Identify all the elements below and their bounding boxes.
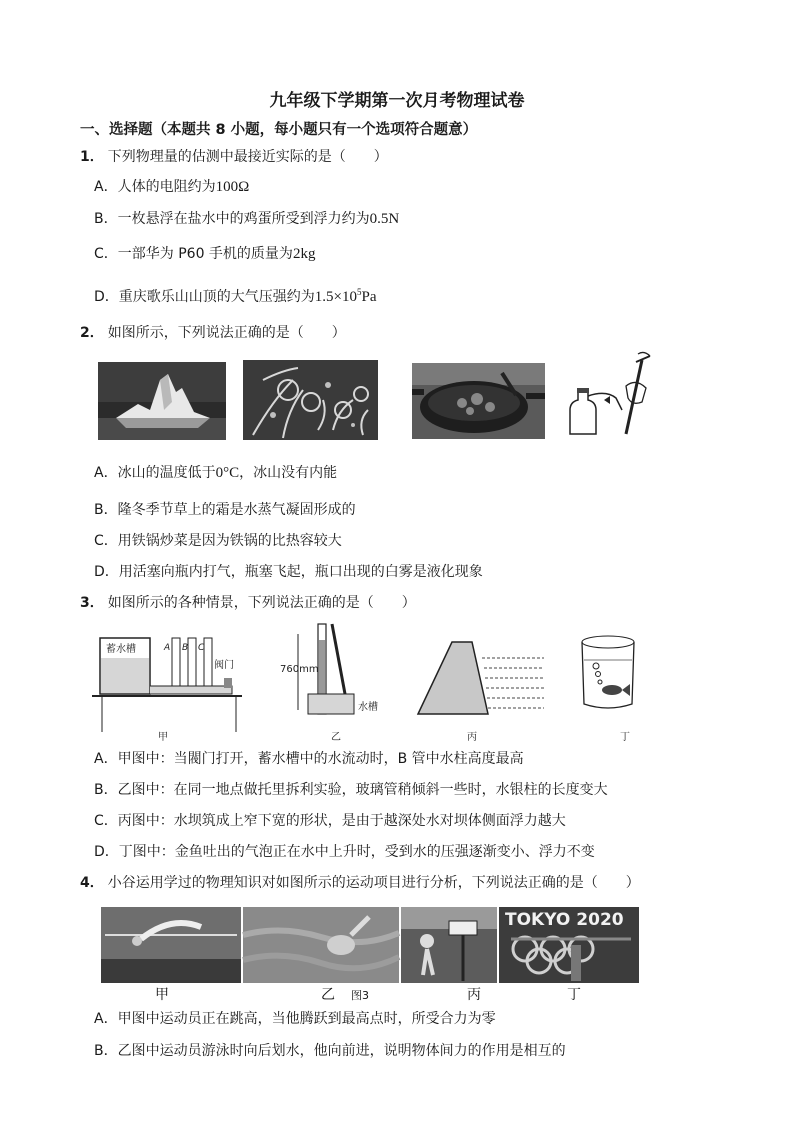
q2-option-c[interactable]: C．用铁锅炒菜是因为铁锅的比热容较大 [94,533,342,549]
frost-grass-photo [243,360,378,440]
q3-option-d[interactable]: D．丁图中：金鱼吐出的气泡正在水中上升时，受到水的压强逐渐变小、浮力不变 [94,844,595,860]
q2-option-a[interactable] [94,462,337,482]
question-number: 2． [80,325,104,341]
fig-label-bing: 丙 [467,732,477,743]
question-stem: 下列物理量的估测中最接近实际的是（ ） [107,149,388,165]
connected-vessels-figure [92,628,252,738]
q3-option-c[interactable]: C．丙图中：水坝筑成上窄下宽的形状，是由于越深处水对坝体侧面浮力越大 [94,813,566,829]
svg-text:C: C [198,643,205,653]
option-text: ，冰山没有内能 [239,465,338,481]
q1-option-a[interactable] [94,176,249,196]
fish-bowl-figure [578,632,638,712]
question-number: 3． [80,595,104,611]
dam-figure [410,636,546,716]
q3-option-b[interactable]: B．乙图中：在同一地点做托里拆利实验，玻璃管稍倾斜一些时，水银柱的长度变大 [94,782,608,798]
svg-text:乙: 乙 [321,987,335,1001]
page-title: 九年级下学期第一次月考物理试卷 [269,91,525,111]
iceberg-photo [98,362,226,440]
option-value: $1.5\times 10^5Pa$ [314,287,377,305]
question-number: 1． [80,149,104,165]
question-3 [80,592,416,612]
question-1 [80,146,388,166]
question-stem: 如图所示，下列说法正确的是（ ） [107,325,346,341]
question-number: 4． [80,875,104,891]
sports-photo-strip [101,905,639,1001]
fig-label-yi: 乙 [331,732,341,743]
section-heading: 一、选择题（本题共 8 小题，每小题只有一个选项符合题意） [80,122,478,138]
svg-text:水槽: 水槽 [358,702,378,713]
question-stem: 如图所示的各种情景，下列说法正确的是（ ） [107,595,416,611]
option-text: A．人体的电阻约为 [94,179,216,195]
option-text: A．冰山的温度低于 [94,465,216,481]
q1-option-b[interactable] [94,208,399,228]
pump-bottle-diagram [566,350,656,442]
svg-text:TOKYO 2020: TOKYO 2020 [505,910,624,930]
svg-text:丙: 丙 [467,987,481,1001]
option-value: 0°C [215,465,240,481]
option-value: 2kg [292,246,316,262]
option-text: D．重庆歌乐山山顶的大气压强约为 [94,289,315,305]
q4-option-a[interactable]: A．甲图中运动员正在跳高，当他腾跃到最高点时，所受合力为零 [94,1011,496,1027]
q4-option-b[interactable]: B．乙图中运动员游泳时向后划水，他向前进，说明物体间力的作用是相互的 [94,1043,566,1059]
q1-option-d[interactable] [94,286,377,306]
fig-label-jia: 甲 [158,732,168,743]
svg-text:图3: 图3 [351,989,369,1001]
question-stem: 小谷运用学过的物理知识对如图所示的运动项目进行分析，下列说法正确的是（ ） [107,875,640,891]
svg-text:蓄水槽: 蓄水槽 [106,644,136,655]
option-value: 100Ω [215,179,250,195]
fig-label-ding: 丁 [620,732,630,743]
svg-text:A: A [164,643,171,653]
option-text: B．一枚悬浮在盐水中的鸡蛋所受到浮力约为 [94,211,370,227]
wok-photo [412,363,545,439]
q1-option-c[interactable] [94,243,315,263]
torricelli-figure [280,620,400,716]
q3-option-a[interactable]: A．甲图中：当閥门打开，蓄水槽中的水流动时，B 管中水柱高度最高 [94,751,524,767]
question-2 [80,322,346,342]
option-text: C．一部华为 P60 手机的质量为 [94,246,293,262]
q2-option-b[interactable]: B．隆冬季节草上的霜是水蒸气凝固形成的 [94,502,356,518]
svg-text:B: B [182,643,189,653]
option-value: 0.5N [369,211,400,227]
svg-text:丁: 丁 [567,987,581,1001]
question-4 [80,872,640,892]
q2-option-d[interactable]: D．用活塞向瓶内打气，瓶塞飞起，瓶口出现的白雾是液化现象 [94,564,483,580]
svg-text:760mm: 760mm [280,664,319,675]
svg-text:甲: 甲 [155,987,169,1001]
svg-text:阀门: 阀门 [214,660,234,671]
